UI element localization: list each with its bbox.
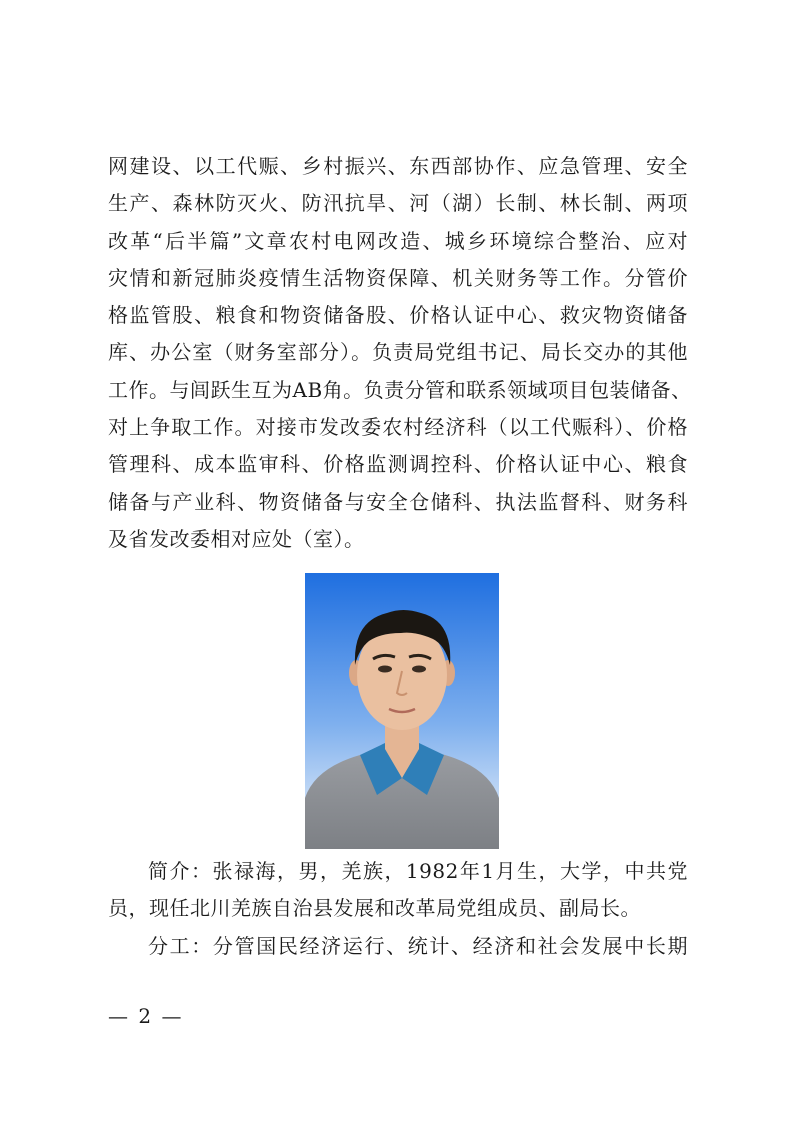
page-number: — 2 —	[108, 1004, 184, 1028]
paragraph-line: 改革“后半篇”文章农村电网改造、城乡环境综合整治、应对	[108, 228, 688, 253]
bio-section	[108, 853, 688, 965]
paragraph-line: 网建设、以工代赈、乡村振兴、东西部协作、应急管理、安全	[108, 154, 688, 178]
portrait-photo	[305, 573, 499, 849]
paragraph-line: 管理科、成本监审科、价格监测调控科、价格认证中心、粮食	[108, 452, 688, 477]
bio-intro-line: 简介：张禄海，男，羌族，1982年1月生，大学，中共党	[148, 859, 688, 883]
body-paragraph	[108, 148, 692, 558]
paragraph-line: 生产、森林防灭火、防汛抗旱、河（湖）长制、林长制、两项	[108, 191, 688, 216]
paragraph-line: 储备与产业科、物资储备与安全仓储科、执法监督科、财务科	[108, 489, 688, 514]
paragraph-line: 格监管股、粮食和物资储备股、价格认证中心、救灾物资储备	[108, 303, 688, 328]
paragraph-line: 对上争取工作。对接市发改委农村经济科（以工代赈科）、价格	[108, 415, 688, 440]
paragraph-line: 及省发改委相对应处（室）。	[108, 526, 365, 551]
bio-intro-line: 员，现任北川羌族自治县发展和改革局党组成员、副局长。	[108, 896, 641, 921]
paragraph-line: 工作。与闾跃生互为AB角。负责分管和联系领域项目包装储备、	[108, 377, 692, 402]
paragraph-line: 灾情和新冠肺炎疫情生活物资保障、机关财务等工作。分管价	[108, 265, 688, 290]
bio-duty-line: 分工：分管国民经济运行、统计、经济和社会发展中长期	[148, 933, 688, 958]
paragraph-line: 库、办公室（财务室部分）。负责局党组书记、局长交办的其他	[108, 340, 688, 365]
